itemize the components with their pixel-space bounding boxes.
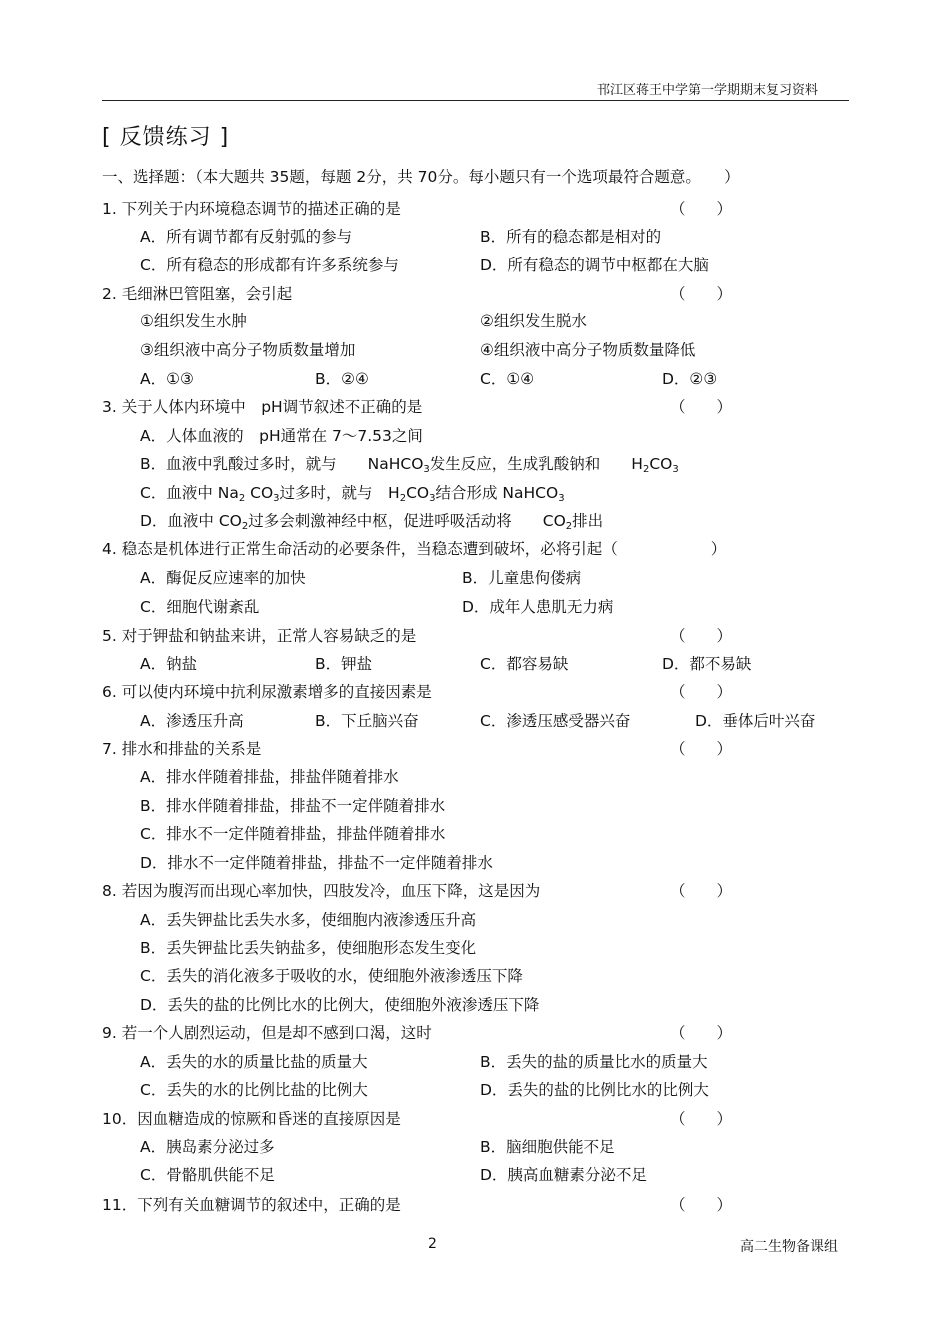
question-5-answer-blank: （ ）	[670, 627, 733, 645]
q2-option-b: B．②④	[315, 370, 369, 388]
q4-option-c: C．细胞代谢紊乱	[140, 598, 260, 616]
question-2-answer-blank: （ ）	[670, 285, 733, 303]
q2-option-a: A．①③	[140, 370, 194, 388]
q9-option-b: B．丢失的盐的质量比水的质量大	[480, 1053, 708, 1071]
question-5-stem: 5. 对于钾盐和钠盐来讲，正常人容易缺乏的是	[102, 627, 417, 645]
q6-option-c: C．渗透压感受器兴奋	[480, 712, 631, 730]
q9-option-c: C．丢失的水的比例比盐的比例大	[140, 1081, 368, 1099]
q10-option-b: B．脑细胞供能不足	[480, 1138, 615, 1156]
q5-option-c: C．都容易缺	[480, 655, 569, 673]
question-7-stem: 7. 排水和排盐的关系是	[102, 740, 262, 758]
question-2-stem: 2. 毛细淋巴管阻塞，会引起	[102, 285, 293, 303]
q6-option-a: A．渗透压升高	[140, 712, 244, 730]
q7-option-b: B．排水伴随着排盐，排盐不一定伴随着排水	[140, 797, 446, 815]
q9-option-a: A．丢失的水的质量比盐的质量大	[140, 1053, 368, 1071]
q3-option-d: D．血液中 $CO_2$过多会刺激神经中枢，促进呼吸活动将 $CO_2$排出	[140, 512, 604, 532]
q10-option-c: C．骨骼肌供能不足	[140, 1166, 275, 1184]
question-11-answer-blank: （ ）	[670, 1196, 733, 1214]
question-1-answer-blank: （ ）	[670, 200, 733, 218]
question-9-stem: 9. 若一个人剧烈运动，但是却不感到口渴，这时	[102, 1024, 432, 1042]
question-6-stem: 6. 可以使内环境中抗利尿激素增多的直接因素是	[102, 683, 432, 701]
q7-option-c: C．排水不一定伴随着排盐，排盐伴随着排水	[140, 825, 446, 843]
q1-option-b: B．所有的稳态都是相对的	[480, 228, 662, 246]
q3-option-c: C．血液中 $Na_2$ $CO_3$过多时，就与 $H_2CO_3$结合形成 NaHCO$_3$	[140, 484, 565, 504]
q10-option-a: A．胰岛素分泌过多	[140, 1138, 275, 1156]
q2-statement-2: ②组织发生脱水	[480, 312, 587, 330]
q2-statement-4: ④组织液中高分子物质数量降低	[480, 341, 696, 359]
q2-statement-3: ③组织液中高分子物质数量增加	[140, 341, 356, 359]
q10-option-d: D．胰高血糖素分泌不足	[480, 1166, 647, 1184]
page-number: 2	[428, 1236, 437, 1252]
q4-option-d: D．成年人患肌无力病	[462, 598, 614, 616]
q1-option-c: C．所有稳态的形成都有许多系统参与	[140, 256, 399, 274]
q7-option-d: D．排水不一定伴随着排盐，排盐不一定伴随着排水	[140, 854, 493, 872]
footer-group: 高二生物备课组	[740, 1239, 838, 1255]
question-9-answer-blank: （ ）	[670, 1024, 733, 1042]
q4-option-b: B．儿童患佝偻病	[462, 569, 582, 587]
q2-option-c: C．①④	[480, 370, 535, 388]
question-10-stem: 10．因血糖造成的惊厥和昏迷的直接原因是	[102, 1110, 401, 1128]
question-11-stem: 11．下列有关血糖调节的叙述中，正确的是	[102, 1196, 401, 1214]
question-7-answer-blank: （ ）	[670, 740, 733, 758]
q4-option-a: A．酶促反应速率的加快	[140, 569, 306, 587]
question-6-answer-blank: （ ）	[670, 683, 733, 701]
q7-option-a: A．排水伴随着排盐，排盐伴随着排水	[140, 768, 399, 786]
header-rule	[102, 100, 849, 101]
q8-option-a: A．丢失钾盐比丢失水多，使细胞内液渗透压升高	[140, 911, 477, 929]
q8-option-c: C．丢失的消化液多于吸收的水，使细胞外液渗透压下降	[140, 967, 523, 985]
q1-option-a: A．所有调节都有反射弧的参与	[140, 228, 353, 246]
section-title: [ 反馈练习 ]	[102, 125, 230, 150]
q5-option-d: D．都不易缺	[662, 655, 752, 673]
q6-option-d: D．垂体后叶兴奋	[695, 712, 816, 730]
q8-option-b: B．丢失钾盐比丢失钠盐多，使细胞形态发生变化	[140, 939, 477, 957]
question-3-stem: 3. 关于人体内环境中 pH调节叙述不正确的是	[102, 398, 423, 416]
q2-option-d: D．②③	[662, 370, 718, 388]
q3-option-a: A．人体血液的 pH通常在 7～7.53之间	[140, 427, 423, 445]
q1-option-d: D．所有稳态的调节中枢都在大脑	[480, 256, 709, 274]
question-8-stem: 8. 若因为腹泻而出现心率加快，四肢发冷，血压下降，这是因为	[102, 882, 541, 900]
q5-option-a: A．钠盐	[140, 655, 198, 673]
q8-option-d: D．丢失的盐的比例比水的比例大，使细胞外液渗透压下降	[140, 996, 540, 1014]
question-1-stem: 1. 下列关于内环境稳态调节的描述正确的是	[102, 200, 401, 218]
question-10-answer-blank: （ ）	[670, 1110, 733, 1128]
question-8-answer-blank: （ ）	[670, 882, 733, 900]
q5-option-b: B．钾盐	[315, 655, 373, 673]
question-4-stem: 4. 稳态是机体进行正常生命活动的必要条件，当稳态遭到破坏，必将引起（ ）	[102, 540, 727, 558]
q6-option-b: B．下丘脑兴奋	[315, 712, 419, 730]
page-header: 邗江区蒋王中学第一学期期末复习资料	[596, 83, 818, 98]
q2-statement-1: ①组织发生水肿	[140, 312, 247, 330]
question-3-answer-blank: （ ）	[670, 398, 733, 416]
q9-option-d: D．丢失的盐的比例比水的比例大	[480, 1081, 709, 1099]
q3-option-b: B．血液中乳酸过多时，就与 NaHCO$_3$发生反应，生成乳酸钠和 $H_2CO_3$	[140, 455, 679, 475]
section-instructions: 一、选择题：（本大题共 35题，每题 2分，共 70分。每小题只有一个选项最符合题意。 ）	[102, 168, 740, 186]
